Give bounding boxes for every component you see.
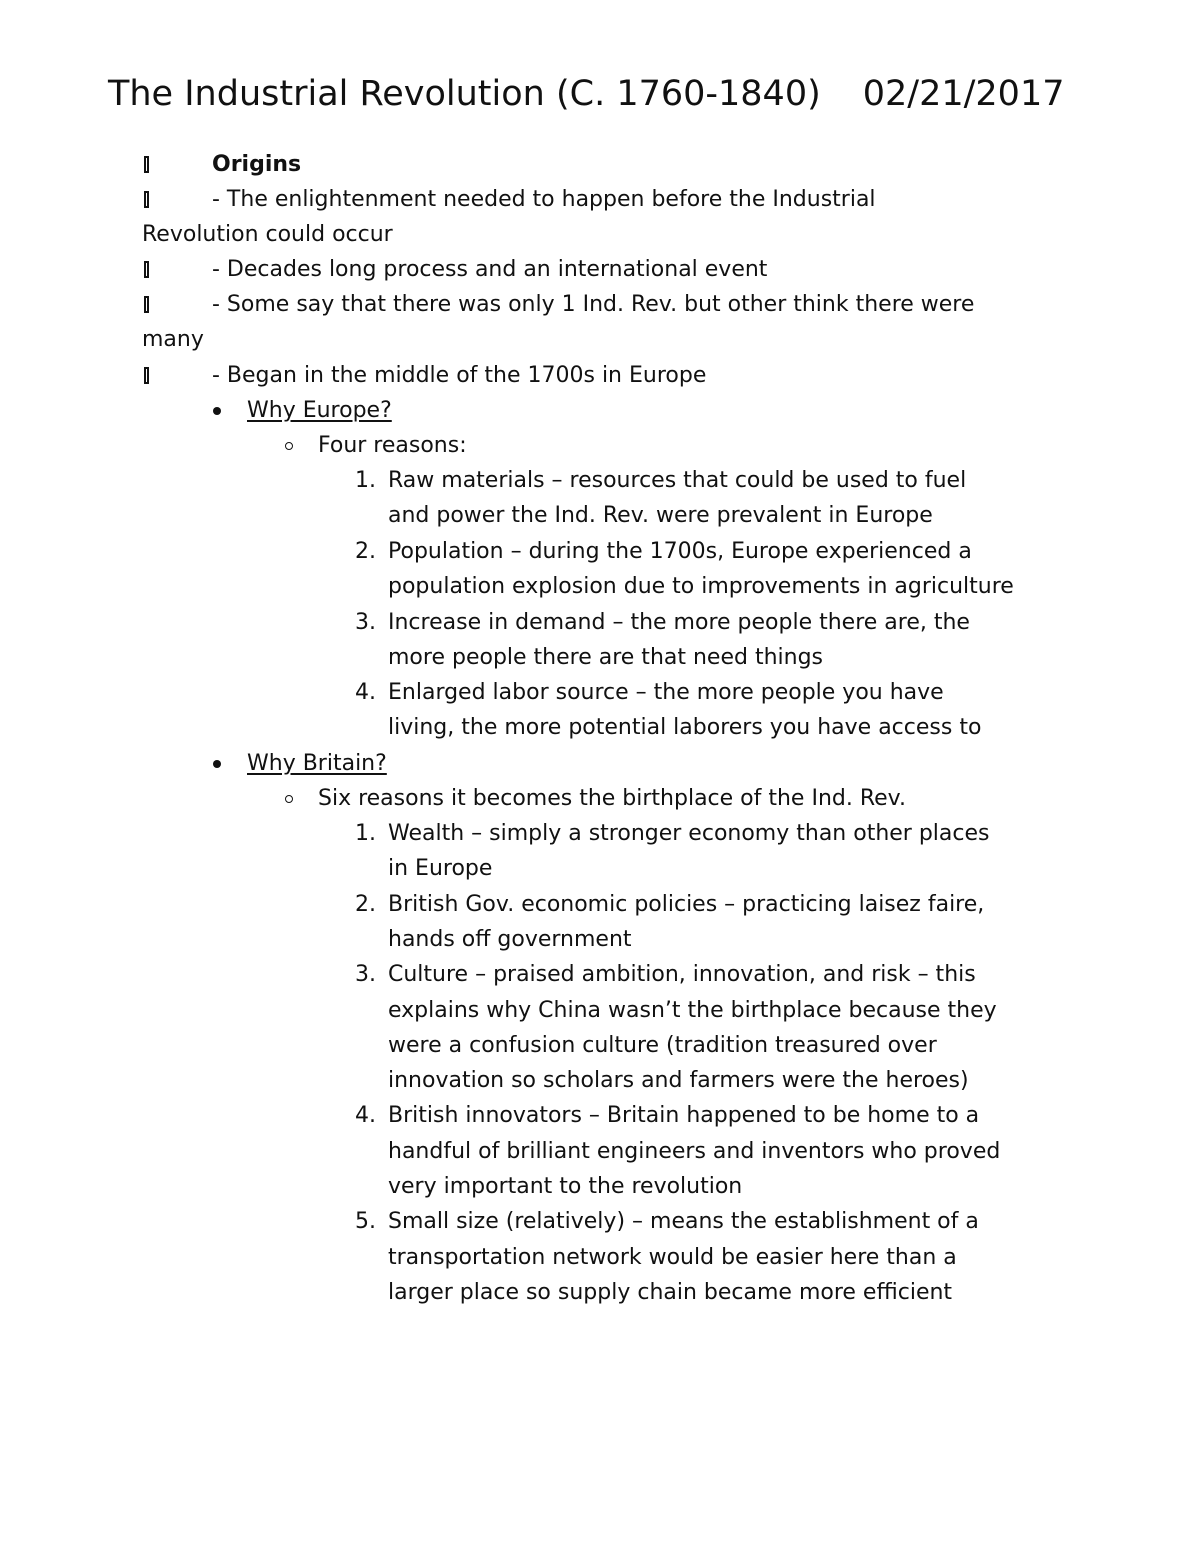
list-item-line: transportation network would be easier here than a	[388, 1245, 957, 1270]
list-number: 1.	[355, 468, 376, 493]
origins-point-line: - Began in the middle of the 1700s in Europe	[212, 363, 707, 388]
page-title	[108, 70, 1064, 118]
section-subheading-britain: Six reasons it becomes the birthplace of the Ind. Rev.	[318, 786, 906, 811]
list-item-line: in Europe	[388, 856, 493, 881]
list-item-line: very important to the revolution	[388, 1174, 743, 1199]
list-item-line: Raw materials – resources that could be used to fuel	[388, 468, 967, 493]
list-number: 1.	[355, 821, 376, 846]
list-number: 4.	[355, 1103, 376, 1128]
origins-point-line: Revolution could occur	[142, 222, 393, 247]
list-item-line: living, the more potential laborers you have access to	[388, 715, 982, 740]
list-number: 3.	[355, 610, 376, 635]
list-item-line: British Gov. economic policies – practicing laisez faire,	[388, 892, 985, 917]
box-bullet-icon	[144, 261, 149, 278]
bullet-dot-icon	[213, 760, 221, 768]
section-subheading-europe: Four reasons:	[318, 433, 467, 458]
origins-point-line: many	[142, 327, 204, 352]
list-item-line: larger place so supply chain became more efficient	[388, 1280, 953, 1305]
box-bullet-icon	[144, 367, 149, 384]
list-number: 4.	[355, 680, 376, 705]
list-number: 2.	[355, 892, 376, 917]
list-item-line: Increase in demand – the more people there are, the	[388, 610, 970, 635]
section-heading-europe: Why Europe?	[247, 398, 392, 423]
list-item-line: British innovators – Britain happened to be home to a	[388, 1103, 980, 1128]
list-item-line: handful of brilliant engineers and inventors who proved	[388, 1139, 1001, 1164]
list-number: 5.	[355, 1209, 376, 1234]
list-item-line: Small size (relatively) – means the establishment of a	[388, 1209, 979, 1234]
list-item-line: explains why China wasn’t the birthplace because they	[388, 998, 997, 1023]
box-bullet-icon	[144, 296, 149, 313]
title-date: 02/21/2017	[862, 74, 1065, 114]
origins-heading: Origins	[212, 152, 302, 177]
list-item-line: more people there are that need things	[388, 645, 824, 670]
box-bullet-icon	[144, 156, 149, 173]
origins-point-line: - The enlightenment needed to happen before the Industrial	[212, 187, 876, 212]
list-item-line: Wealth – simply a stronger economy than other places	[388, 821, 990, 846]
list-item-line: and power the Ind. Rev. were prevalent in Europe	[388, 503, 933, 528]
list-item-line: hands off government	[388, 927, 632, 952]
list-item-line: Population – during the 1700s, Europe experienced a	[388, 539, 972, 564]
list-item-line: Culture – praised ambition, innovation, and risk – this	[388, 962, 976, 987]
list-number: 3.	[355, 962, 376, 987]
list-item-line: were a confusion culture (tradition treasured over	[388, 1033, 937, 1058]
bullet-circle-icon	[285, 442, 293, 450]
box-bullet-icon	[144, 191, 149, 208]
list-item-line: Enlarged labor source – the more people you have	[388, 680, 944, 705]
list-item-line: innovation so scholars and farmers were the heroes)	[388, 1068, 969, 1093]
list-item-line: population explosion due to improvements in agriculture	[388, 574, 1014, 599]
origins-point-line: - Some say that there was only 1 Ind. Rev. but other think there were	[212, 292, 975, 317]
origins-point-line: - Decades long process and an international event	[212, 257, 768, 282]
list-number: 2.	[355, 539, 376, 564]
bullet-dot-icon	[213, 407, 221, 415]
section-heading-britain: Why Britain?	[247, 751, 387, 776]
title-text: The Industrial Revolution (C. 1760-1840)	[108, 74, 821, 114]
bullet-circle-icon	[285, 795, 293, 803]
